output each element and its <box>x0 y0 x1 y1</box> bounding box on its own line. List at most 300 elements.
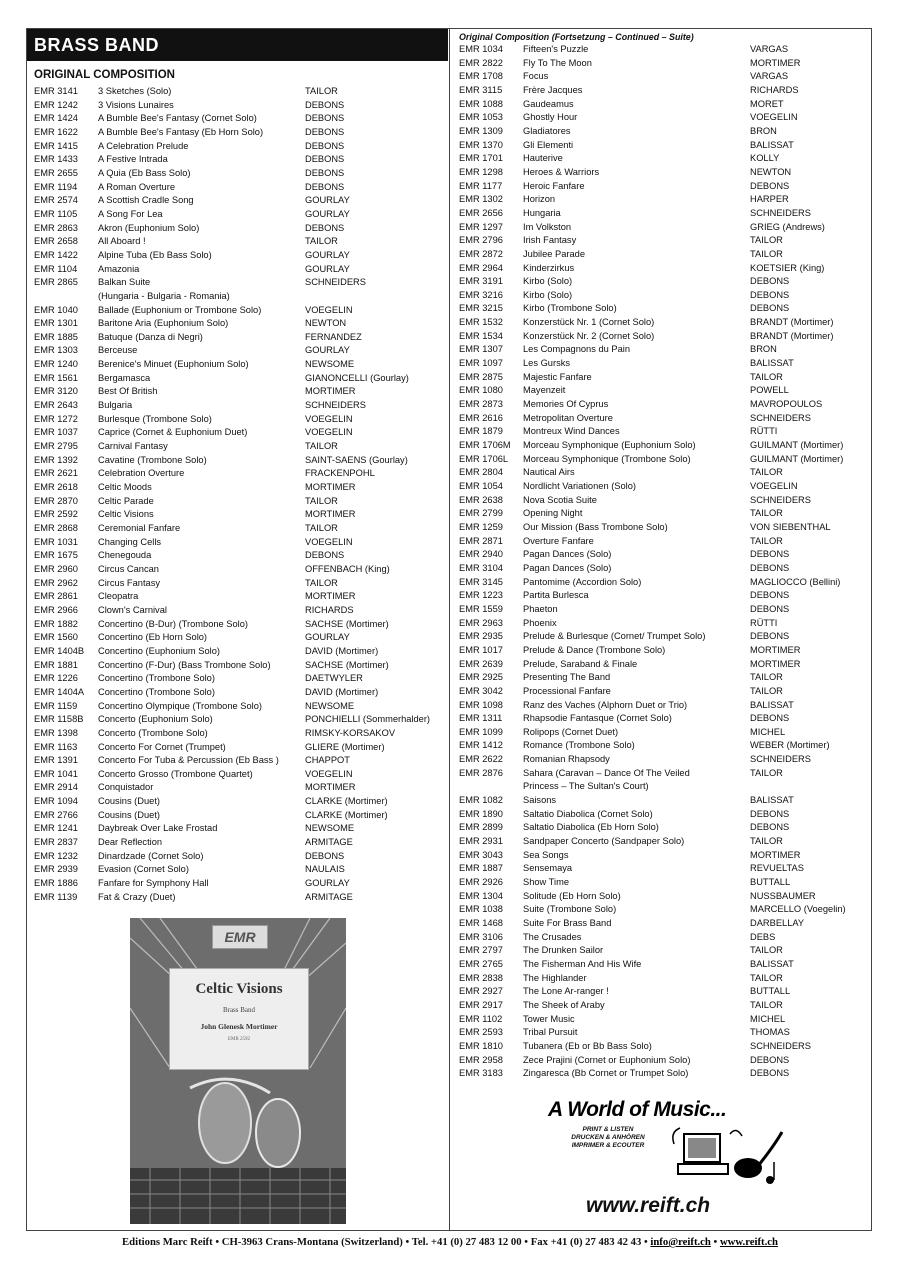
catalog-composer: GIANONCELLI (Gourlay) <box>305 372 409 383</box>
catalog-title: Ballade (Euphonium or Trombone Solo) <box>98 304 262 315</box>
catalog-composer: CLARKE (Mortimer) <box>305 809 388 820</box>
catalog-row <box>34 522 448 536</box>
catalog-code <box>34 290 98 304</box>
ad-tagline-line: PRINT & LISTEN <box>582 1126 634 1133</box>
catalog-row <box>459 439 868 453</box>
catalog-row <box>459 699 868 713</box>
catalog-composer: MORTIMER <box>305 509 356 520</box>
section-banner: BRASS BAND <box>27 29 448 61</box>
catalog-code: EMR 2927 <box>459 986 503 997</box>
catalog-row <box>34 426 448 440</box>
catalog-composer: SAINT-SAENS (Gourlay) <box>305 454 408 465</box>
catalog-composer: NUSSBAUMER <box>750 890 816 901</box>
catalog-composer: DEBONS <box>750 289 790 300</box>
cover-logo: EMR <box>212 925 268 949</box>
catalog-code: EMR 1885 <box>34 331 78 342</box>
catalog-title: Cousins (Duet) <box>98 796 161 807</box>
catalog-composer: TAILOR <box>750 945 783 956</box>
catalog-composer: TAILOR <box>750 836 783 847</box>
catalog-title: Batuque (Danza di Negri) <box>98 331 203 342</box>
cover-author: John Glenesk Mortimer <box>200 1022 278 1031</box>
catalog-row <box>34 372 448 386</box>
catalog-row <box>34 781 448 795</box>
catalog-code: EMR 1097 <box>459 358 503 369</box>
catalog-title: Circus Fantasy <box>98 577 160 588</box>
catalog-code: EMR 1104 <box>34 263 78 274</box>
catalog-title: Partita Burlesca <box>523 590 589 601</box>
catalog-title: Alpine Tuba (Eb Bass Solo) <box>98 249 212 260</box>
catalog-code: EMR 1054 <box>459 481 503 491</box>
catalog-code: EMR 1080 <box>459 385 503 396</box>
catalog-title: The Highlander <box>523 972 587 983</box>
catalog-code: EMR 2593 <box>459 1027 503 1038</box>
catalog-composer: DEBONS <box>750 276 790 287</box>
catalog-composer: VOEGELIN <box>750 112 798 123</box>
catalog-code: EMR 1139 <box>34 891 78 902</box>
catalog-title: Bulgaria <box>98 400 133 411</box>
catalog-title: Saltatio Diabolica (Cornet Solo) <box>523 808 653 819</box>
catalog-title: Saltatio Diabolica (Eb Horn Solo) <box>523 822 659 833</box>
catalog-row <box>459 384 868 398</box>
catalog-code: EMR 1404B <box>34 645 85 656</box>
catalog-row <box>459 685 868 699</box>
catalog-row <box>459 535 868 549</box>
catalog-code: EMR 1675 <box>34 550 78 561</box>
catalog-row <box>459 57 868 71</box>
footer-separator: • <box>710 1236 720 1248</box>
catalog-title: Berenice's Minuet (Euphonium Solo) <box>98 359 249 370</box>
catalog-code: EMR 2639 <box>459 658 503 669</box>
catalog-code: EMR 2656 <box>459 207 503 218</box>
catalog-title: Concertino Olympique (Trombone Solo) <box>98 700 262 711</box>
catalog-code: EMR 1810 <box>459 1040 503 1051</box>
catalog-composer: HARPER <box>750 194 789 205</box>
catalog-row <box>459 589 868 603</box>
catalog-composer: MORTIMER <box>750 849 801 860</box>
catalog-row <box>459 958 868 972</box>
catalog-row <box>459 248 868 262</box>
catalog-title: Suite For Brass Band <box>523 918 612 928</box>
catalog-row <box>34 877 448 891</box>
catalog-composer: NEWSOME <box>305 700 355 711</box>
catalog-composer: MORTIMER <box>305 591 356 602</box>
catalog-code: EMR 1088 <box>459 98 503 109</box>
catalog-code: EMR 1177 <box>459 180 503 191</box>
catalog-composer: SCHNEIDERS <box>305 277 366 288</box>
catalog-composer: SCHNEIDERS <box>305 400 366 411</box>
catalog-composer: BALISSAT <box>750 958 794 969</box>
catalog-composer: TAILOR <box>750 235 783 246</box>
catalog-row <box>459 985 868 999</box>
catalog-title: Heroes & Warriors <box>523 166 600 177</box>
catalog-code: EMR 1041 <box>34 768 78 779</box>
catalog-row <box>34 249 448 263</box>
catalog-title: Romance (Trombone Solo) <box>523 740 635 751</box>
catalog-composer: WEBER (Mortimer) <box>750 740 830 751</box>
catalog-composer: TAILOR <box>750 371 783 382</box>
catalog-title: Ghostly Hour <box>523 112 578 123</box>
catalog-code: EMR 1433 <box>34 154 78 165</box>
catalog-row <box>34 850 448 864</box>
catalog-code: EMR 1226 <box>34 673 78 684</box>
catalog-title: Les Compagnons du Pain <box>523 344 630 355</box>
catalog-row <box>34 276 448 290</box>
catalog-composer: POWELL <box>750 385 789 396</box>
catalog-code: EMR 2865 <box>34 277 78 288</box>
catalog-row <box>34 140 448 154</box>
catalog-row <box>34 194 448 208</box>
catalog-title: Celebration Overture <box>98 468 185 479</box>
catalog-code: EMR 1159 <box>34 700 78 711</box>
catalog-composer: DEBONS <box>750 603 790 614</box>
catalog-title: A Scottish Cradle Song <box>98 195 194 206</box>
catalog-row <box>34 508 448 522</box>
catalog-row <box>34 413 448 427</box>
catalog-code: EMR 1398 <box>34 727 78 738</box>
catalog-composer: VARGAS <box>750 71 789 82</box>
catalog-row <box>459 999 868 1013</box>
catalog-code: EMR 2935 <box>459 631 503 642</box>
footer-website-link[interactable]: www.reift.ch <box>719 1236 778 1248</box>
catalog-title: Morceau Symphonique (Euphonium Solo) <box>523 440 696 451</box>
catalog-title: Nordlicht Variationen (Solo) <box>523 481 636 491</box>
catalog-title: Kinderzirkus <box>523 262 575 273</box>
catalog-code: EMR 1708 <box>459 71 503 82</box>
catalog-composer: BRANDT (Mortimer) <box>750 330 834 341</box>
catalog-code: EMR 1468 <box>459 918 503 928</box>
catalog-composer: GOURLAY <box>305 195 350 206</box>
catalog-code: EMR 3043 <box>459 849 503 860</box>
catalog-composer: DEBONS <box>750 822 790 833</box>
catalog-title: Frère Jacques <box>523 84 583 95</box>
catalog-title: Prelude & Burlesque (Cornet/ Trumpet Solo) <box>523 631 706 642</box>
catalog-row <box>459 193 868 207</box>
catalog-row <box>459 111 868 125</box>
catalog-row <box>34 604 448 618</box>
catalog-title: Celtic Visions <box>98 509 154 520</box>
cover-title: Celtic Visions <box>195 981 283 997</box>
cover-subtitle: Brass Band <box>222 1006 256 1014</box>
catalog-row <box>34 672 448 686</box>
catalog-composer: MAVROPOULOS <box>750 399 823 410</box>
catalog-composer: FERNANDEZ <box>305 331 362 342</box>
catalog-title: Princess – The Sultan's Court) <box>523 781 649 792</box>
catalog-composer: SCHNEIDERS <box>750 1040 811 1051</box>
catalog-title: (Hungaria - Bulgaria - Romania) <box>98 290 230 301</box>
catalog-code: EMR 2616 <box>459 412 503 423</box>
catalog-code: EMR 1038 <box>459 904 503 915</box>
catalog-row <box>459 849 868 863</box>
catalog-code: EMR 2643 <box>34 400 78 411</box>
catalog-row <box>34 700 448 714</box>
footer <box>0 1236 900 1248</box>
catalog-code: EMR 2917 <box>459 999 503 1010</box>
catalog-title: Phoenix <box>523 617 557 628</box>
catalog-composer: SCHNEIDERS <box>750 207 811 218</box>
catalog-code: EMR 1037 <box>34 427 78 438</box>
catalog-composer: DEBONS <box>750 713 790 724</box>
catalog-title: Pantomime (Accordion Solo) <box>523 576 642 587</box>
catalog-code: EMR 1158B <box>34 714 84 725</box>
catalog-row <box>459 70 868 84</box>
catalog-code: EMR 1559 <box>459 603 503 614</box>
catalog-code: EMR 2872 <box>459 248 503 259</box>
catalog-composer: VOEGELIN <box>305 413 353 424</box>
catalog-code: EMR 1105 <box>34 208 78 219</box>
catalog-title: Celtic Parade <box>98 495 154 506</box>
catalog-title: Metropolitan Overture <box>523 412 613 423</box>
catalog-title: Montreux Wind Dances <box>523 426 620 437</box>
catalog-composer: ARMITAGE <box>305 837 353 848</box>
catalog-composer: GLIERE (Mortimer) <box>305 741 385 752</box>
catalog-code: EMR 1040 <box>34 304 78 315</box>
catalog-code: EMR 1887 <box>459 863 503 874</box>
catalog-composer: TAILOR <box>750 467 783 478</box>
catalog-code: EMR 2765 <box>459 958 503 969</box>
catalog-title: Baritone Aria (Euphonium Solo) <box>98 318 229 329</box>
catalog-composer: MORTIMER <box>305 782 356 793</box>
catalog-composer: NEWTON <box>750 166 792 177</box>
catalog-row <box>34 454 448 468</box>
catalog-row <box>459 617 868 631</box>
catalog-composer: MICHEL <box>750 726 786 737</box>
catalog-row <box>459 753 868 767</box>
catalog-row <box>459 917 868 931</box>
ad-url[interactable]: www.reift.ch <box>586 1194 711 1217</box>
catalog-row <box>459 221 868 235</box>
catalog-title: Nova Scotia Suite <box>523 494 597 505</box>
catalog-composer: BALISSAT <box>750 139 794 150</box>
catalog-row <box>459 862 868 876</box>
catalog-title: The Drunken Sailor <box>523 945 604 956</box>
catalog-composer: VOEGELIN <box>305 427 353 438</box>
catalog-row <box>34 659 448 673</box>
catalog-title: The Fisherman And His Wife <box>523 958 642 969</box>
catalog-row <box>459 726 868 740</box>
catalog-composer: TAILOR <box>750 248 783 259</box>
catalog-code: EMR 2822 <box>459 57 503 68</box>
catalog-composer: DEBONS <box>750 631 790 642</box>
catalog-code: EMR 1194 <box>34 181 78 192</box>
catalog-row <box>459 603 868 617</box>
catalog-code: EMR 2638 <box>459 494 503 505</box>
catalog-title: Concerto (Euphonium Solo) <box>98 714 213 725</box>
catalog-composer: VOEGELIN <box>305 536 353 547</box>
catalog-title: Akron (Euphonium Solo) <box>98 222 200 233</box>
catalog-row <box>34 481 448 495</box>
catalog-title: Tower Music <box>523 1013 575 1024</box>
catalog-row <box>459 43 868 57</box>
catalog-code: EMR 1370 <box>459 139 503 150</box>
catalog-composer: NEWSOME <box>305 823 355 834</box>
catalog-composer: TAILOR <box>305 577 338 588</box>
catalog-code: EMR 2861 <box>34 591 78 602</box>
catalog-row <box>34 167 448 181</box>
catalog-title: Dear Reflection <box>98 837 163 848</box>
catalog-composer: VOEGELIN <box>305 768 353 779</box>
catalog-row <box>34 741 448 755</box>
catalog-code: EMR 1307 <box>459 344 503 355</box>
catalog-code: EMR 2962 <box>34 577 78 588</box>
catalog-row <box>34 563 448 577</box>
catalog-row <box>34 618 448 632</box>
catalog-code: EMR 1392 <box>34 454 78 465</box>
catalog-composer: RIMSKY-KORSAKOV <box>305 727 396 738</box>
catalog-title: Dinardzade (Cornet Solo) <box>98 850 204 861</box>
catalog-code: EMR 1706L <box>459 453 509 464</box>
catalog-row <box>34 440 448 454</box>
catalog-title: Phaeton <box>523 603 558 614</box>
catalog-code: EMR 3145 <box>459 576 503 587</box>
catalog-title: A Roman Overture <box>98 181 175 192</box>
catalog-row <box>459 835 868 849</box>
catalog-row <box>34 590 448 604</box>
catalog-composer: DEBONS <box>305 181 345 192</box>
catalog-title: Clown's Carnival <box>98 604 167 615</box>
catalog-composer: MORTIMER <box>305 386 356 397</box>
catalog-composer: DEBONS <box>750 180 790 191</box>
catalog-list <box>27 85 448 904</box>
catalog-composer: DEBONS <box>305 222 345 233</box>
catalog-title: Tubanera (Eb or Bb Bass Solo) <box>523 1040 652 1051</box>
catalog-code: EMR 3104 <box>459 562 503 573</box>
catalog-code: EMR 1098 <box>459 699 503 710</box>
catalog-title: Concerto For Tuba & Percussion (Eb Bass ) <box>98 755 279 766</box>
catalog-code: EMR 1879 <box>459 426 503 437</box>
catalog-code: EMR 2925 <box>459 672 503 683</box>
catalog-code: EMR 2804 <box>459 467 503 478</box>
catalog-row <box>34 863 448 877</box>
catalog-row <box>459 972 868 986</box>
catalog-title: Kirbo (Solo) <box>523 276 573 287</box>
catalog-composer: GOURLAY <box>305 632 350 643</box>
catalog-title: Zece Prajini (Cornet or Euphonium Solo) <box>523 1054 691 1065</box>
catalog-code: EMR 1886 <box>34 878 78 889</box>
catalog-composer: DEBONS <box>750 1054 790 1065</box>
catalog-composer: VOEGELIN <box>750 481 798 491</box>
ad-tagline-line: IMPRIMER & ECOUTER <box>571 1142 645 1149</box>
catalog-code: EMR 3215 <box>459 303 503 314</box>
catalog-row <box>34 181 448 195</box>
catalog-code: EMR 1241 <box>34 823 78 834</box>
catalog-title: Kirbo (Solo) <box>523 289 573 300</box>
catalog-composer: DEBS <box>750 931 776 942</box>
catalog-code: EMR 1422 <box>34 249 78 260</box>
catalog-code: EMR 3120 <box>34 386 78 397</box>
catalog-code: EMR 1882 <box>34 618 78 629</box>
catalog-title: Prelude & Dance (Trombone Solo) <box>523 644 666 655</box>
catalog-composer: KOETSIER (King) <box>750 262 825 273</box>
catalog-composer <box>305 290 448 304</box>
catalog-title: Heroic Fanfare <box>523 180 585 191</box>
catalog-title: Fanfare for Symphony Hall <box>98 878 209 889</box>
catalog-code: EMR 2958 <box>459 1054 503 1065</box>
catalog-row <box>459 1054 868 1068</box>
catalog-title: Nautical Airs <box>523 467 575 478</box>
catalog-row <box>459 84 868 98</box>
catalog-title: Chenegouda <box>98 550 152 561</box>
catalog-row <box>34 85 448 99</box>
catalog-row <box>34 358 448 372</box>
catalog-code: EMR 3106 <box>459 931 503 942</box>
catalog-code: EMR 2964 <box>459 262 503 273</box>
catalog-code: EMR 2870 <box>34 495 78 506</box>
catalog-row <box>459 139 868 153</box>
catalog-row <box>459 1040 868 1054</box>
catalog-composer: NAULAIS <box>305 864 345 875</box>
catalog-row <box>34 686 448 700</box>
catalog-title: A Festive Intrada <box>98 154 168 165</box>
catalog-title: Hauterive <box>523 153 563 164</box>
catalog-composer: PONCHIELLI (Sommerhalder) <box>305 714 431 725</box>
catalog-row <box>34 822 448 836</box>
catalog-composer: TAILOR <box>750 767 783 778</box>
catalog-composer: GRIEG (Andrews) <box>750 221 825 232</box>
catalog-row <box>459 890 868 904</box>
catalog-row <box>459 944 868 958</box>
catalog-code: EMR 2939 <box>34 864 78 875</box>
catalog-title: Ceremonial Fanfare <box>98 523 181 533</box>
catalog-title: Concertino (Trombone Solo) <box>98 686 215 697</box>
catalog-title: Berceuse <box>98 345 138 356</box>
catalog-code: EMR 3042 <box>459 685 503 696</box>
catalog-row <box>459 234 868 248</box>
catalog-row <box>459 330 868 344</box>
catalog-composer: GOURLAY <box>305 878 350 889</box>
catalog-row <box>459 821 868 835</box>
catalog-code: EMR 2963 <box>459 617 503 628</box>
catalog-composer: DEBONS <box>305 140 345 151</box>
catalog-title: Hungaria <box>523 207 561 218</box>
catalog-title: Majestic Fanfare <box>523 371 592 382</box>
catalog-row <box>459 207 868 221</box>
catalog-row <box>34 754 448 768</box>
catalog-composer: DEBONS <box>750 590 790 601</box>
catalog-code: EMR 1082 <box>459 795 503 806</box>
catalog-title: Solitude (Eb Horn Solo) <box>523 890 621 901</box>
catalog-code: EMR 2838 <box>459 972 503 983</box>
catalog-code: EMR 1094 <box>34 796 78 807</box>
catalog-title: Gaudeamus <box>523 98 574 109</box>
catalog-row <box>34 399 448 413</box>
catalog-row <box>34 467 448 481</box>
catalog-composer: SCHNEIDERS <box>750 412 811 423</box>
catalog-row <box>459 876 868 890</box>
catalog-title: Rolipops (Cornet Duet) <box>523 726 619 737</box>
catalog-row <box>459 371 868 385</box>
catalog-composer: BUTTALL <box>750 877 791 888</box>
catalog-title: Circus Cancan <box>98 563 159 574</box>
catalog-composer: VON SIEBENTHAL <box>750 521 831 532</box>
catalog-code: EMR 1701 <box>459 153 503 164</box>
catalog-code: EMR 3141 <box>34 86 78 96</box>
catalog-title: Cavatine (Trombone Solo) <box>98 454 207 465</box>
catalog-row <box>459 767 868 781</box>
catalog-composer: MORTIMER <box>305 482 356 493</box>
catalog-title: Pagan Dances (Solo) <box>523 562 612 573</box>
catalog-code: EMR 1099 <box>459 726 503 737</box>
catalog-code: EMR 1391 <box>34 755 78 766</box>
catalog-title: Bergamasca <box>98 372 151 383</box>
catalog-composer: TAILOR <box>750 508 783 519</box>
catalog-row <box>459 630 868 644</box>
footer-email-link[interactable]: info@reift.ch <box>650 1236 711 1248</box>
catalog-composer: RICHARDS <box>305 604 354 615</box>
catalog-title: Overture Fanfare <box>523 535 594 546</box>
catalog-code: EMR 2960 <box>34 563 78 574</box>
catalog-composer: TAILOR <box>750 972 783 983</box>
catalog-composer: TAILOR <box>305 441 338 452</box>
